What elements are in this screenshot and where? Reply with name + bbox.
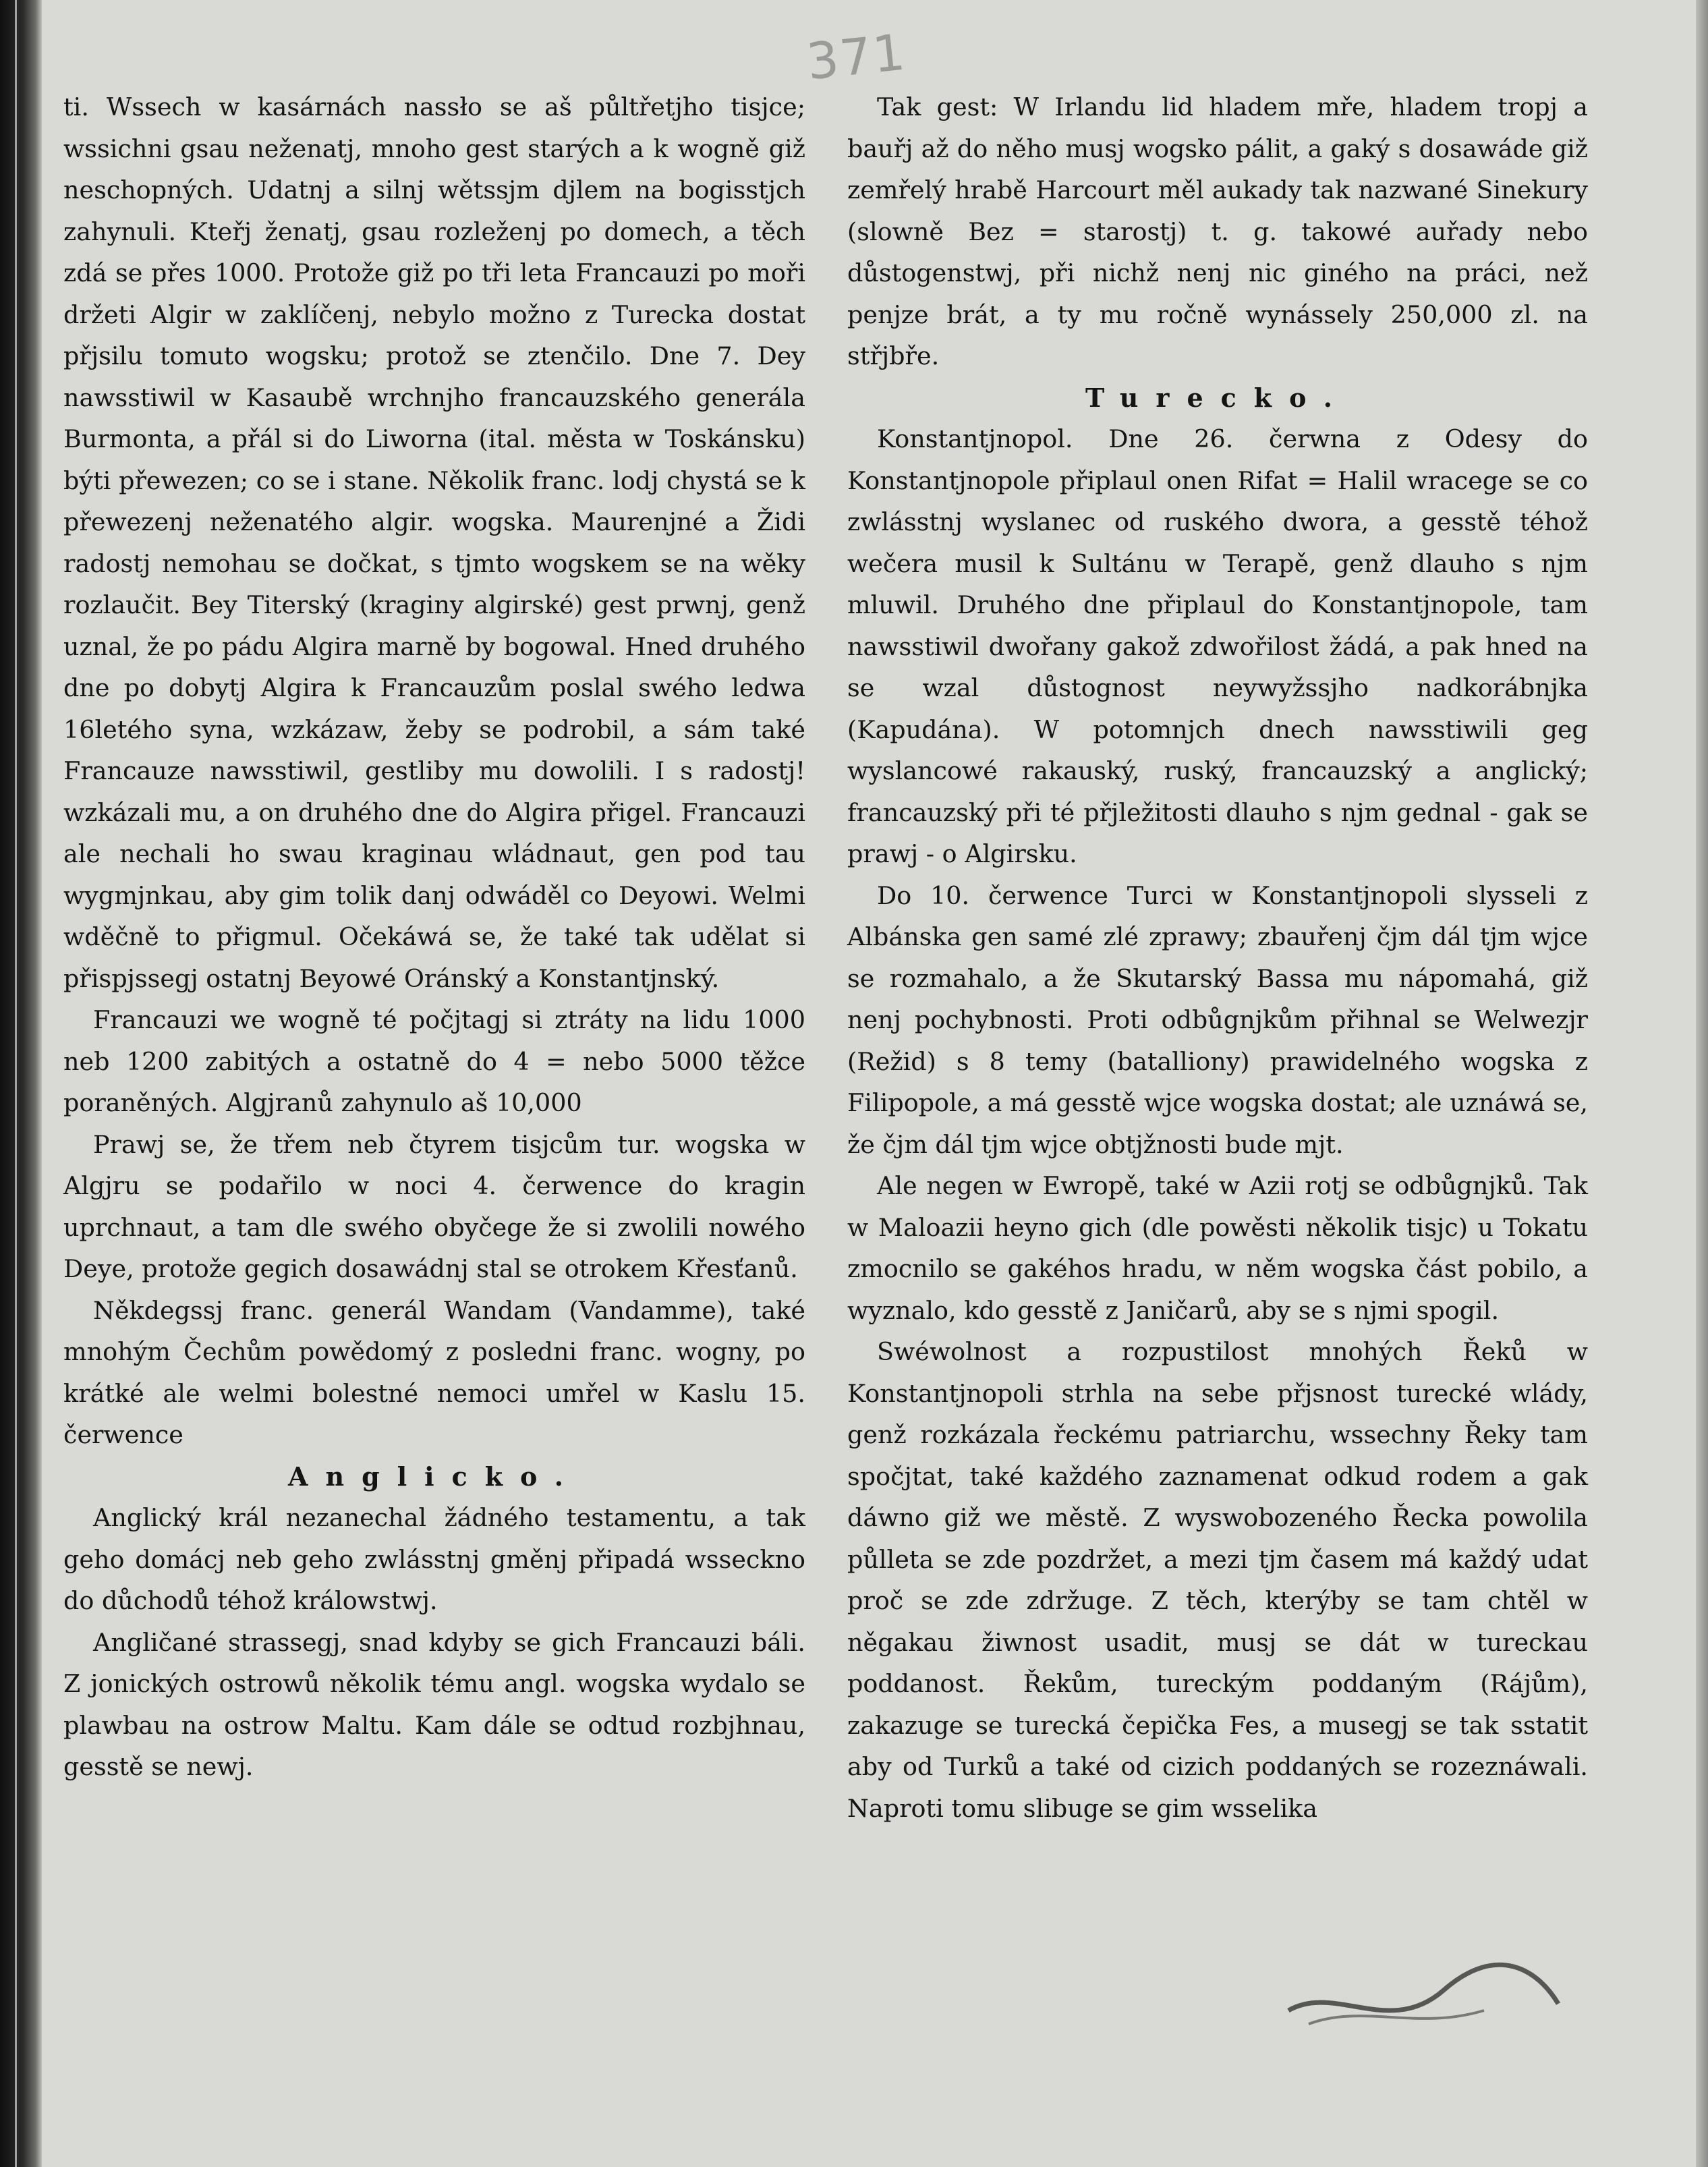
section-heading-anglicko: Anglicko.: [288, 1461, 581, 1492]
paragraph: Prawj se, že třem neb čtyrem tisjcům tur. wogska w Algjru se podařilo w noci 4. čerwence do kragin uprchnaut, a tam dle swého obyčege že si zwolili nowého Deye, protože gegich dosawádnj stal se otrokem Křesťanů.: [63, 1129, 805, 1283]
paragraph: Swéwolnost a rozpustilost mnohých Řeků w Konstantjnopoli strhla na sebe přjsnost turecké wlády, genž rozkázala řeckému patriarchu, wssechny Řeky tam spočjtat, také každého zaznamenat odkud rodem a gak dáwno giž we městě. Z wyswobozeného Řecka powolila půlleta se zde pozdržet, a mezi tjm časem má každý udat proč se zde zdržuge. Z těch, kterýby se tam chtěl w něgakau žiwnost usadit, musj se dát w tureckau poddanost. Řekům, tureckým poddaným (Rájům), zakazuge se turecká čepička Fes, a musegj se tak sstatit aby od Turků a také od cizich poddaných se rozeznáwali. Naproti tomu slibuge se gim wsselika: [847, 1337, 1588, 1823]
paragraph: Tak gest: W Irlandu lid hladem mře, hladem tropj a bauřj až do něho musj wogsko pálit, a gaký s dosawáde giž zemřelý hrabě Harcourt měl aukady tak nazwané Sinekury (slowně Bez = starostj) t. g. takowé auřady nebo důstogenstwj, při nichž nenj nic giného na práci, než penjze brát, a ty mu ročně wynássely 250,000 zl. na střjbře.: [847, 92, 1588, 370]
paragraph: Do 10. čerwence Turci w Konstantjnopoli slysseli z Albánska gen samé zlé zprawy; zbauřenj čjm dál tjm wjce se rozmahalo, a že Skutarský Bassa mu nápomahá, giž nenj pochybnosti. Proti odbůgnjkům přihnal se Welwezjr (Režid) s 8 temy (batalliony) prawidelného wogska z Filipopole, a má gesstě wjce wogska dostat; ale uznáwá se, že čjm dál tjm wjce obtjžnosti bude mjt.: [847, 880, 1588, 1159]
left-column: [63, 86, 805, 1788]
paragraph: ti. Wssech w kasárnách nassło se aš půltřetjho tisjce; wssichni gsau neženatj, mnoho gest starých a k wogně giž neschopných. Udatnj a silnj wětssjm djlem na bogisstjch zahynuli. Kteřj ženatj, gsau rozleženj po domech, a těch zdá se přes 1000. Protože giž po tři leta Francauzi po moři držeti Algir w zaklíčenj, nebylo možno z Turecka dostat přjsilu tomuto wogsku; protož se ztenčilo. Dne 7. Dey nawsstiwil w Kasaubě wrchnjho francauzského generála Burmonta, a přál si do Liworna (ital. města w Toskánsku) býti přewezen; co se i stane. Několik franc. lodj chystá se k přewezenj neženatého algir. wogska. Maurenjné a Židi radostj nemohau se dočkat, s tjmto wogskem se na wěky rozlaučit. Bey Titerský (kraginy algirské) gest prwnj, genž uznal, že po pádu Algira marně by bogowal. Hned druhého dne po dobytj Algira k Francauzům poslal swého ledwa 16letého syna, wzkázaw, žeby se podrobil, a sám také Francauze nawsstiwil, gestliby mu dowolili. I s radostj! wzkázali mu, a on druhého dne do Algira přigel. Francauzi ale nechali ho swau kraginau wládnaut, gen pod tau wygmjnkau, aby gim tolik danj odwáděl co Deyowi. Welmi wděčně to přigmul. Očekáwá se, že také tak udělat si přispjssegj ostatnj Beyowé Oránský a Konstantjnský.: [63, 92, 805, 993]
section-heading-turecko: Turecko.: [1085, 382, 1350, 413]
paragraph: Ale negen w Ewropě, také w Azii rotj se odbůgnjků. Tak w Maloazii heyno gich (dle powěsti několik tisjc) u Tokatu zmocnilo se gakéhos hradu, w něm wogska část pobilo, a wyznalo, kdo gesstě z Janičarů, aby se s njmi spogil.: [847, 1171, 1588, 1325]
right-column: [847, 86, 1588, 1829]
paragraph: Angličané strassegj, snad kdyby se gich Francauzi báli. Z jonických ostrowů několik tému angl. wogska wydalo se plawbau na ostrow Maltu. Kam dále se odtud rozbjhnau, gesstě se newj.: [63, 1627, 805, 1781]
page-number-mark: 371: [803, 23, 909, 92]
paragraph: Někdegssj franc. generál Wandam (Vandamme), také mnohým Čechům powědomý z posledni franc. wogny, po krátké ale welmi bolestné nemoci umřel w Kaslu 15. čerwence: [63, 1295, 805, 1449]
binding-edge: [0, 0, 42, 2167]
ink-smudge: [1282, 1943, 1565, 2044]
paragraph: Konstantjnopol. Dne 26. čerwna z Odesy do Konstantjnopole připlaul onen Rifat = Halil wracege se co zwlásstnj wyslanec od ruského dwora, a gesstě téhož wečera musil k Sultánu w Terapě, genž dlauho s njm mluwil. Druhého dne připlaul do Konstantjnopole, tam nawsstiwil dwořany gakož zdwořilost žádá, a pak hned na se wzal důstognost neywyžssjho nadkorábnjka (Kapudána). W potomnjch dnech nawsstiwili geg wyslancowé rakauský, ruský, francauzský a anglický; francauzský při té přjležitosti dlauho s njm gednal - gak se prawj - o Algirsku.: [847, 424, 1588, 868]
paragraph: Francauzi we wogně té počjtagj si ztráty na lidu 1000 neb 1200 zabitých a ostatně do 4 = nebo 5000 těžce poraněných. Algjranů zahynulo aš 10,000: [63, 1005, 805, 1117]
page-edge: [1696, 0, 1708, 2167]
paragraph: Anglický král nezanechal žádného testamentu, a tak geho domácj neb geho zwlásstnj gměnj připadá wsseckno do důchodů téhož králowstwj.: [63, 1503, 805, 1615]
